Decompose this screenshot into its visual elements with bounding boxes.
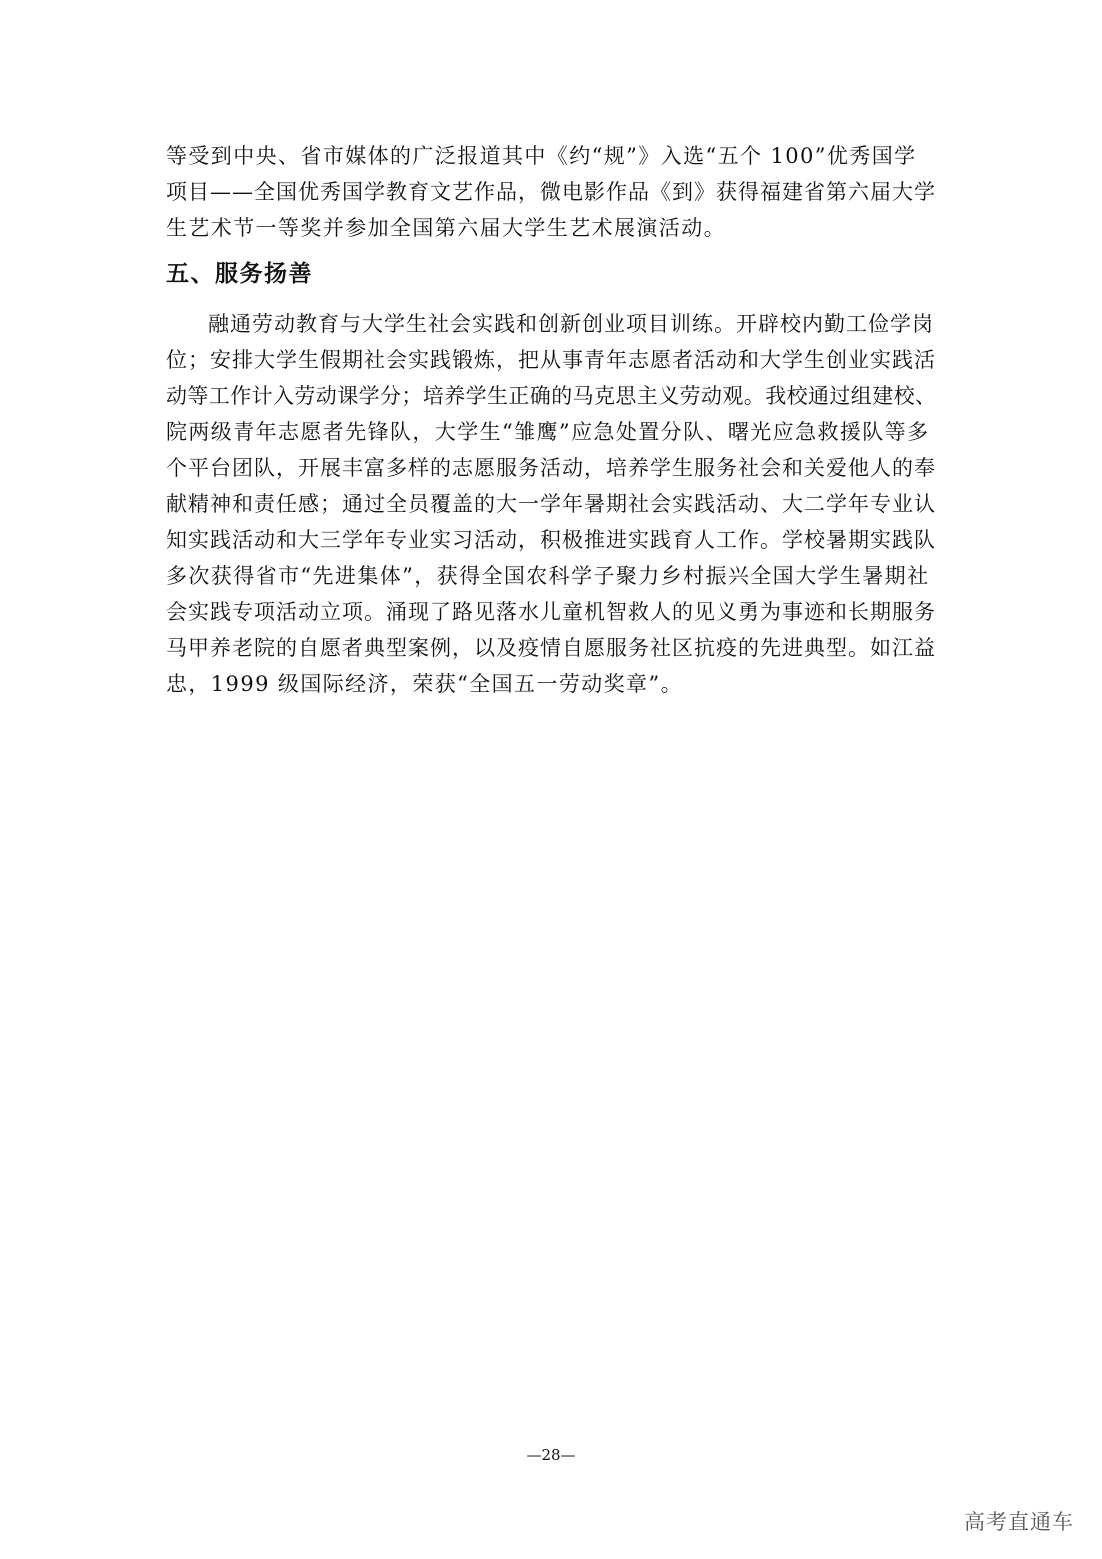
paragraph-line: 忠，1999 级国际经济，荣获“全国五一劳动奖章”。 [166, 672, 683, 696]
section-heading: 五、服务扬善 [166, 261, 313, 287]
paragraph-line: 项目——全国优秀国学教育文艺作品，微电影作品《到》获得福建省第六届大学 [166, 180, 936, 204]
paragraph-line: 等受到中央、省市媒体的广泛报道其中《约“规”》入选“五个 100”优秀国学 [166, 144, 917, 168]
paragraph-line: 生艺术节一等奖并参加全国第六届大学生艺术展演活动。 [166, 216, 726, 240]
paragraph-line: 位；安排大学生假期社会实践锻炼，把从事青年志愿者活动和大学生创业实践活 [166, 348, 936, 372]
paragraph-line: 会实践专项活动立项。涌现了路见落水儿童机智救人的见义勇为事迹和长期服务 [166, 600, 936, 624]
paragraph-line: 献精神和责任感；通过全员覆盖的大一学年暑期社会实践活动、大二学年专业认 [166, 492, 936, 516]
page-number: —28— [526, 1446, 576, 1464]
paragraph-line: 马甲养老院的自愿者典型案例，以及疫情自愿服务社区抗疫的先进典型。如江益 [166, 636, 936, 660]
paragraph-line: 融通劳动教育与大学生社会实践和创新创业项目训练。开辟校内勤工俭学岗 [208, 312, 934, 336]
paragraph-line: 个平台团队，开展丰富多样的志愿服务活动，培养学生服务社会和关爱他人的奉 [166, 456, 936, 480]
watermark: 高考直通车 [964, 1510, 1074, 1534]
paragraph-line: 动等工作计入劳动课学分；培养学生正确的马克思主义劳动观。我校通过组建校、 [166, 384, 937, 408]
paragraph-line: 知实践活动和大三学年专业实习活动，积极推进实践育人工作。学校暑期实践队 [166, 528, 936, 552]
paragraph-line: 多次获得省市“先进集体”，获得全国农科学子聚力乡村振兴全国大学生暑期社 [166, 564, 930, 588]
paragraph-line: 院两级青年志愿者先锋队，大学生“雏鹰”应急处置分队、曙光应急救援队等多 [166, 420, 930, 444]
